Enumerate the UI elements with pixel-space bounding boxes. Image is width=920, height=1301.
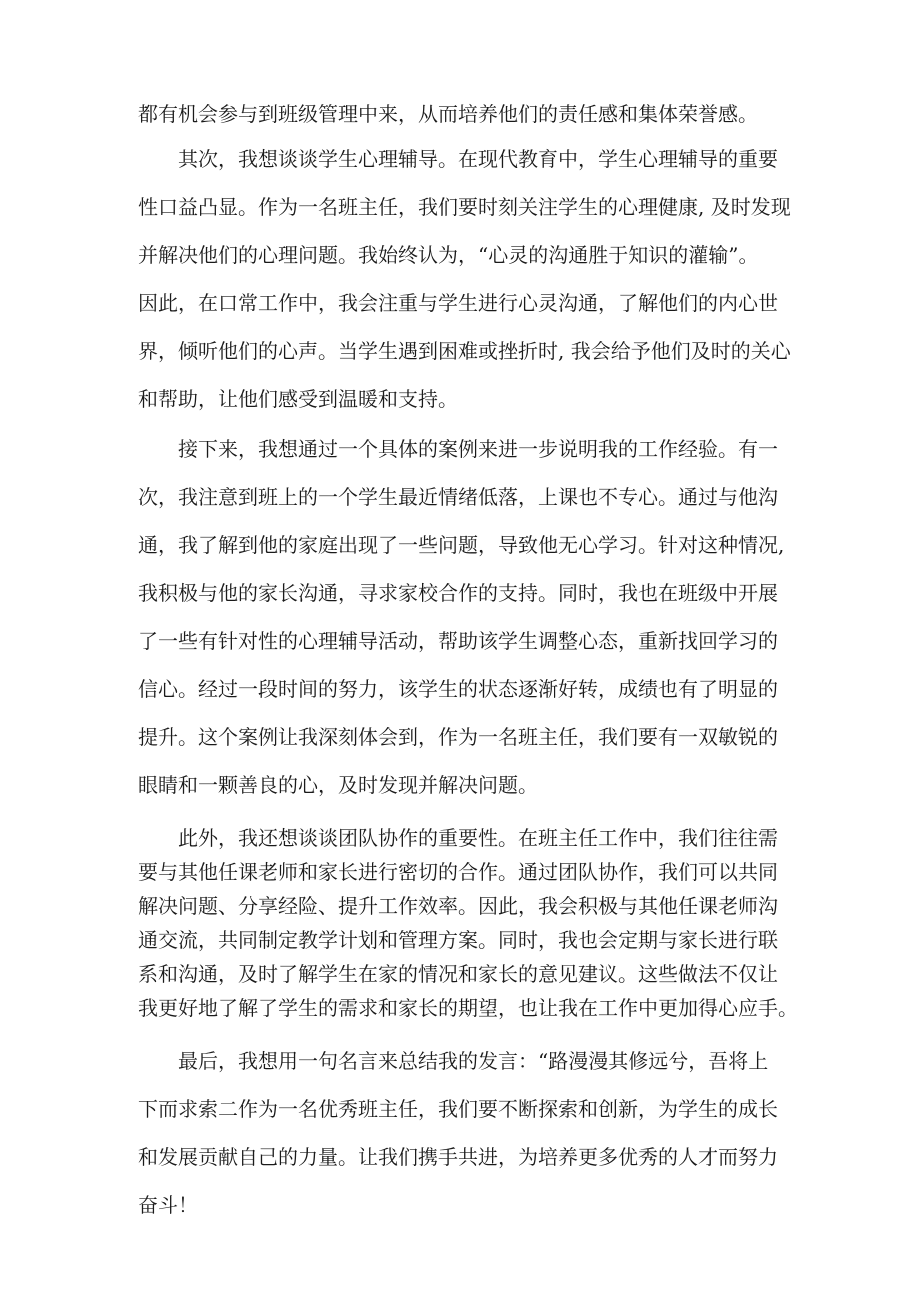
paragraph-2-line-4: 因此，在口常工作中，我会注重与学生进行心灵沟通，了解他们的内心世 <box>138 291 778 315</box>
paragraph-2-line-1: 其次，我想谈谈学生心理辅导。在现代教育中，学生心理辅导的重要 <box>178 147 778 171</box>
paragraph-4-line-6: 我更好地了解了学生的需求和家长的期望，也让我在工作中更加得心应手。 <box>138 996 798 1020</box>
paragraph-3-line-5: 了一些有针对性的心理辅导活动，帮助该学生调整心态，重新找回学习的 <box>138 629 778 653</box>
paragraph-1-line-1: 都有机会参与到班级管理中来，从而培养他们的责任感和集体荣誉感。 <box>138 102 758 126</box>
paragraph-4-line-3: 解决问题、分享经险、提升工作效率。因此，我会积极与其他任课老师沟 <box>138 894 778 918</box>
paragraph-3-line-6: 信心。经过一段时间的努力，该学生的状态逐渐好转，成绩也有了明显的 <box>138 677 778 701</box>
paragraph-4-line-5: 系和沟通，及时了解学生在家的情况和家长的意见建议。这些做法不仅让 <box>138 962 778 986</box>
paragraph-4-line-4: 通交流，共同制定教学计划和管理方案。同时，我也会定期与家长进行联 <box>138 928 778 952</box>
paragraph-2-line-3: 并解决他们的心理问题。我始终认为，“心灵的沟通胜于知识的灌输”。 <box>138 243 759 267</box>
paragraph-4-line-2: 要与其他任课老师和家长进行密切的合作。通过团队协作，我们可以共同 <box>138 860 778 884</box>
paragraph-5-line-1: 最后，我想用一句名言来总结我的发言：“路漫漫其修远兮，吾将上 <box>178 1049 769 1073</box>
paragraph-4-line-1: 此外，我还想谈谈团队协作的重要性。在班主任工作中，我们往往需 <box>178 826 778 850</box>
paragraph-3-line-8: 眼睛和一颗善良的心，及时发现并解决问题。 <box>138 773 538 797</box>
paragraph-5-line-4: 奋斗！ <box>138 1193 198 1217</box>
paragraph-5-line-2: 下而求索二作为一名优秀班主任，我们要不断探索和创新，为学生的成长 <box>138 1097 778 1121</box>
paragraph-3-line-1: 接下来，我想通过一个具体的案例来进一步说明我的工作经验。有一 <box>178 437 778 461</box>
paragraph-2-line-6: 和帮助，让他们感受到温暖和支持。 <box>138 387 458 411</box>
paragraph-3-line-4: 我积极与他的家长沟通，寻求家校合作的支持。同时，我也在班级中开展 <box>138 581 778 605</box>
paragraph-5-line-3: 和发展贡献自己的力量。让我们携手共进，为培养更多优秀的人才而努力 <box>138 1145 778 1169</box>
paragraph-2-line-5: 界，倾听他们的心声。当学生遇到困难或挫折时, 我会给予他们及时的关心 <box>138 339 791 363</box>
paragraph-3-line-7: 提升。这个案例让我深刻体会到，作为一名班主任，我们要有一双敏锐的 <box>138 725 778 749</box>
paragraph-2-line-2: 性口益凸显。作为一名班主任，我们要时刻关注学生的心理健康, 及时发现 <box>138 195 791 219</box>
paragraph-3-line-3: 通，我了解到他的家庭出现了一些问题，导致他无心学习。针对这种情况, <box>138 533 785 557</box>
paragraph-3-line-2: 次，我注意到班上的一个学生最近情绪低落，上课也不专心。通过与他沟 <box>138 485 778 509</box>
